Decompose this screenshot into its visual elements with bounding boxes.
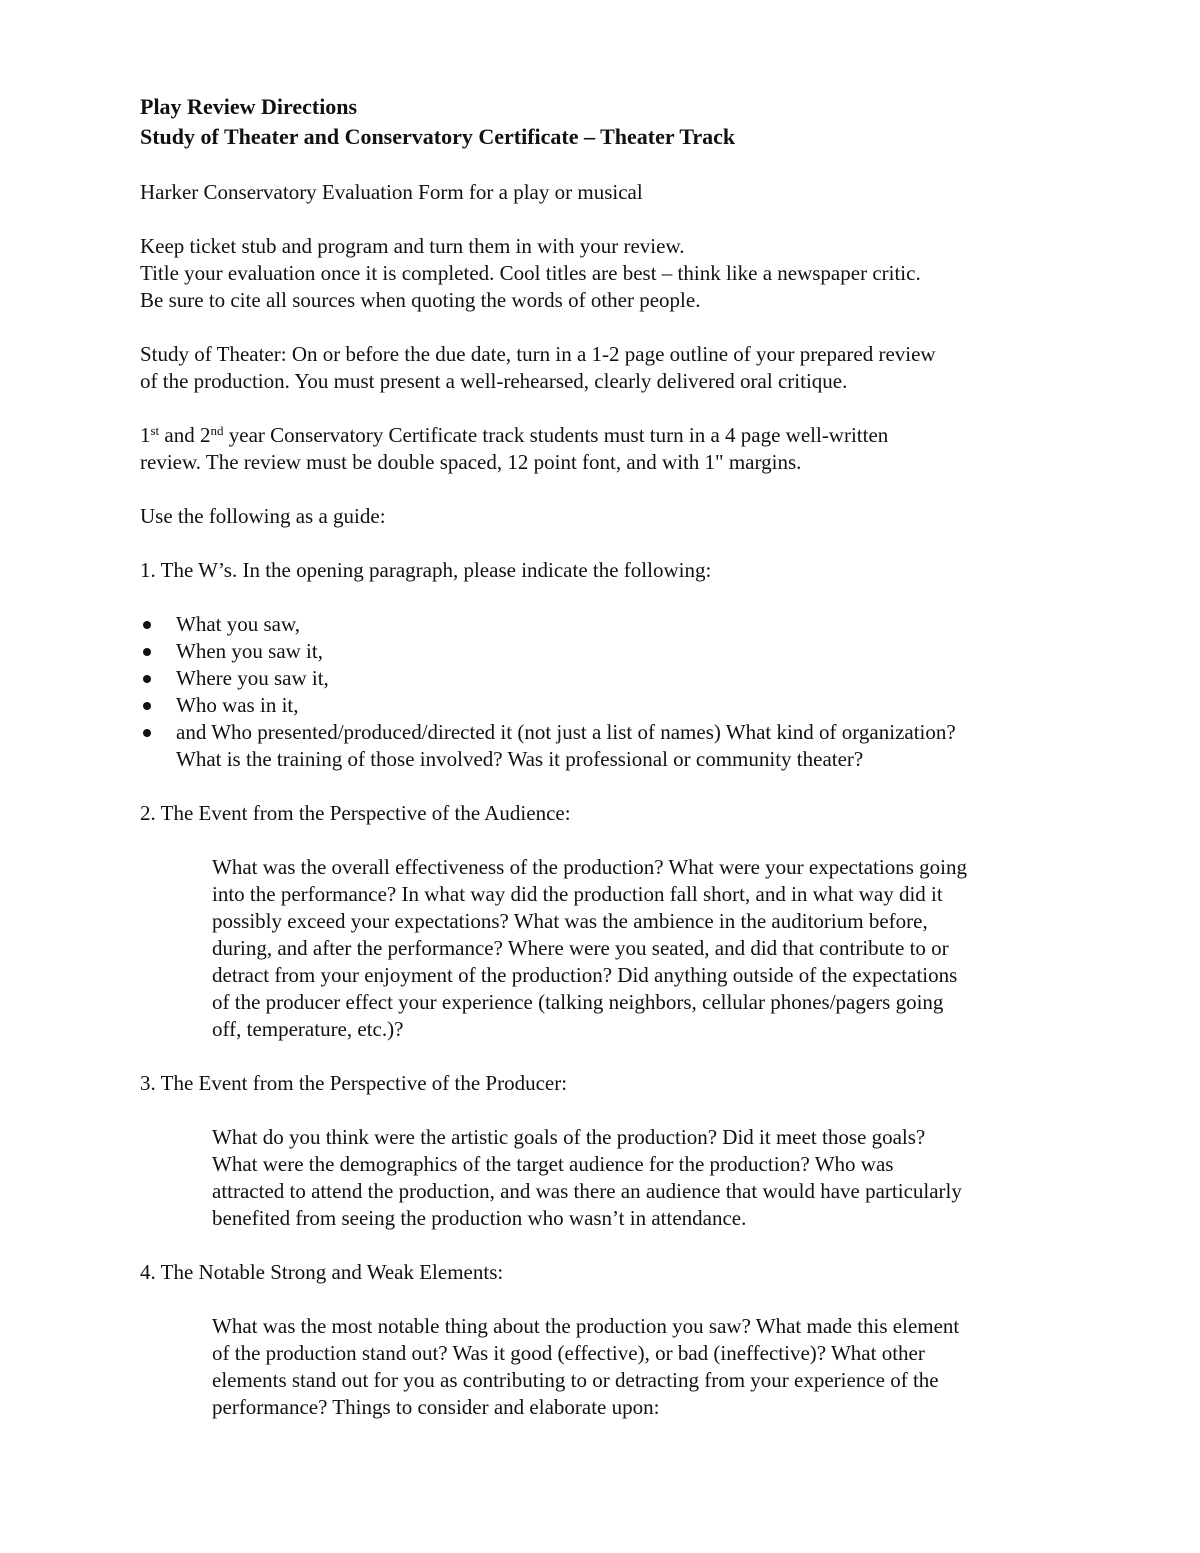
- body-line: of the production stand out? Was it good (effective), or bad (ineffective)? What other: [212, 1341, 925, 1365]
- body-line: performance? Things to consider and elaborate upon:: [212, 1395, 660, 1419]
- first-year-number: 1: [140, 423, 151, 447]
- list-item-continuation: What is the training of those involved? Was it professional or community theater?: [176, 747, 864, 771]
- second-year-text: and 2: [159, 423, 211, 447]
- certificate-line: [140, 422, 1070, 449]
- document-content: [140, 92, 1070, 1421]
- second-year-suffix: nd: [210, 423, 224, 438]
- guide-intro: Use the following as a guide:: [140, 504, 386, 528]
- section-heading: 1. The W’s. In the opening paragraph, please indicate the following:: [140, 558, 712, 582]
- instruction-line: Keep ticket stub and program and turn them in with your review.: [140, 234, 685, 258]
- instruction-line: Be sure to cite all sources when quoting the words of other people.: [140, 288, 701, 312]
- list-item: Who was in it,: [140, 692, 1070, 719]
- section-heading: 4. The Notable Strong and Weak Elements:: [140, 1260, 504, 1284]
- section-heading: 2. The Event from the Perspective of the Audience:: [140, 801, 571, 825]
- section-body: [140, 1124, 1070, 1232]
- body-line: attracted to attend the production, and was there an audience that would have particularly: [212, 1179, 962, 1203]
- body-line: possibly exceed your expectations? What was the ambience in the auditorium before,: [212, 909, 928, 933]
- body-line: What was the overall effectiveness of the production? What were your expectations going: [212, 855, 967, 879]
- study-of-theater-line: of the production. You must present a well-rehearsed, clearly delivered oral critique.: [140, 369, 848, 393]
- body-line: benefited from seeing the production who wasn’t in attendance.: [212, 1206, 747, 1230]
- certificate-line-rest: year Conservatory Certificate track students must turn in a 4 page well-written: [223, 423, 889, 447]
- body-line: of the producer effect your experience (talking neighbors, cellular phones/pagers going: [212, 990, 944, 1014]
- section-body: [140, 854, 1070, 1043]
- body-line: What do you think were the artistic goals of the production? Did it meet those goals?: [212, 1125, 926, 1149]
- document-subtitle: Study of Theater and Conservatory Certificate – Theater Track: [140, 124, 736, 149]
- certificate-line: review. The review must be double spaced, 12 point font, and with 1" margins.: [140, 450, 802, 474]
- body-line: What was the most notable thing about the production you saw? What made this element: [212, 1314, 960, 1338]
- instruction-line: Title your evaluation once it is completed. Cool titles are best – think like a newspaper critic.: [140, 261, 921, 285]
- section-body: [140, 1313, 1070, 1421]
- body-line: detract from your enjoyment of the production? Did anything outside of the expectations: [212, 963, 958, 987]
- document-title: Play Review Directions: [140, 94, 358, 119]
- list-item: When you saw it,: [140, 638, 1070, 665]
- list-item: and Who presented/produced/directed it (not just a list of names) What kind of organization?: [140, 719, 1070, 746]
- body-line: elements stand out for you as contributing to or detracting from your experience of the: [212, 1368, 939, 1392]
- section-heading: 3. The Event from the Perspective of the Producer:: [140, 1071, 568, 1095]
- body-line: off, temperature, etc.)?: [212, 1017, 404, 1041]
- study-of-theater-line: Study of Theater: On or before the due date, turn in a 1-2 page outline of your prepared review: [140, 342, 936, 366]
- body-line: What were the demographics of the target audience for the production? Who was: [212, 1152, 894, 1176]
- body-line: into the performance? In what way did the production fall short, and in what way did it: [212, 882, 943, 906]
- body-line: during, and after the performance? Where were you seated, and did that contribute to or: [212, 936, 949, 960]
- form-line: Harker Conservatory Evaluation Form for a play or musical: [140, 180, 643, 204]
- first-year-suffix: st: [150, 423, 160, 438]
- list-item: Where you saw it,: [140, 665, 1070, 692]
- list-item: What you saw,: [140, 611, 1070, 638]
- ws-bullet-list: [140, 611, 1070, 746]
